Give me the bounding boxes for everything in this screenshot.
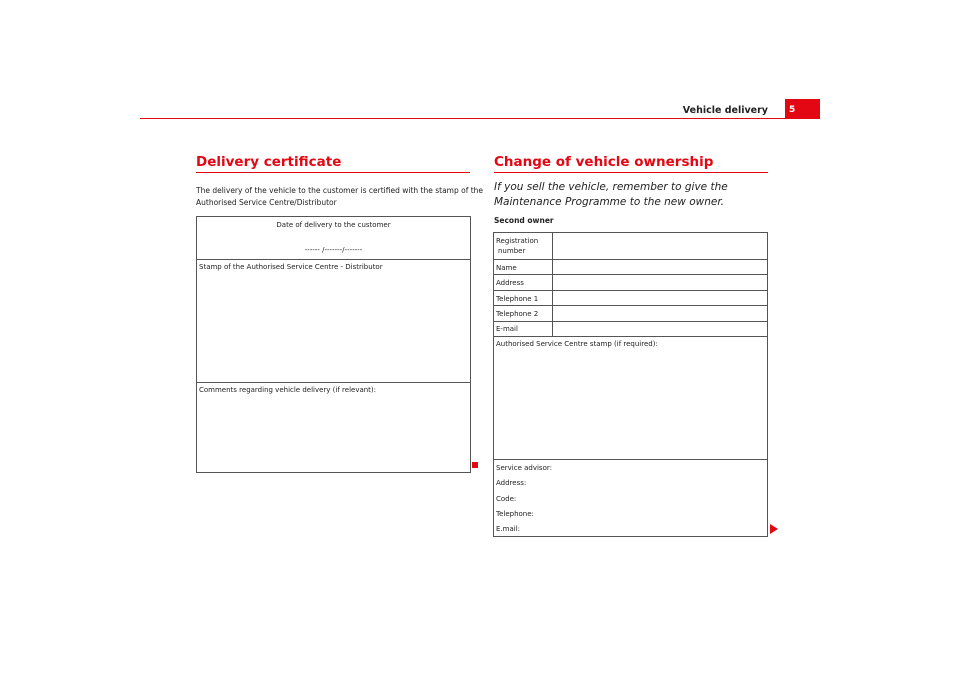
second-owner-form (493, 232, 768, 537)
delivery-date-label: Date of delivery to the customer (276, 221, 391, 229)
delivery-title-rule (196, 172, 470, 173)
form-divider (197, 382, 470, 383)
page-number: 5 (789, 105, 796, 115)
header-rule (140, 118, 820, 119)
stamp-area-label: Stamp of the Authorised Service Centre - Distributor (199, 263, 383, 271)
registration-label-line2: number (498, 247, 526, 255)
section-end-marker (472, 462, 478, 468)
second-owner-heading: Second owner (494, 216, 554, 225)
telephone2-label: Telephone 2 (496, 310, 539, 318)
delivery-certificate-form (196, 216, 471, 473)
address-label: Address (496, 279, 524, 287)
delivery-certificate-title: Delivery certificate (196, 154, 342, 170)
form-divider (494, 336, 767, 337)
advisor-telephone-label: Telephone: (496, 510, 534, 518)
change-of-ownership-title: Change of vehicle ownership (494, 154, 714, 170)
ownership-title-rule (494, 172, 768, 173)
form-divider (494, 459, 767, 460)
comments-label: Comments regarding vehicle delivery (if relevant): (199, 386, 377, 394)
form-divider (494, 274, 767, 275)
email-label: E-mail (496, 325, 518, 333)
telephone1-label: Telephone 1 (496, 295, 539, 303)
page-number-badge (785, 99, 820, 119)
ownership-lead: If you sell the vehicle, remember to give the Maintenance Programme to the new owner. (494, 181, 728, 208)
service-advisor-label: Service advisor: (496, 464, 552, 472)
advisor-email-label: E.mail: (496, 525, 521, 533)
form-divider (494, 321, 767, 322)
form-divider (494, 305, 767, 306)
header-title: Vehicle delivery (682, 105, 768, 116)
advisor-code-label: Code: (496, 495, 517, 503)
service-centre-stamp-label: Authorised Service Centre stamp (if required): (496, 340, 658, 348)
registration-label-line1: Registration (496, 237, 539, 245)
continue-arrow-icon (770, 524, 778, 534)
delivery-date-field[interactable]: ------ /-------/------- (304, 246, 363, 254)
form-divider (494, 259, 767, 260)
delivery-intro: The delivery of the vehicle to the customer is certified with the stamp of the Authorised Service Centre/Distributor (196, 186, 484, 207)
form-divider (197, 259, 470, 260)
name-label: Name (496, 264, 517, 272)
advisor-address-label: Address: (496, 479, 527, 487)
form-divider (494, 290, 767, 291)
